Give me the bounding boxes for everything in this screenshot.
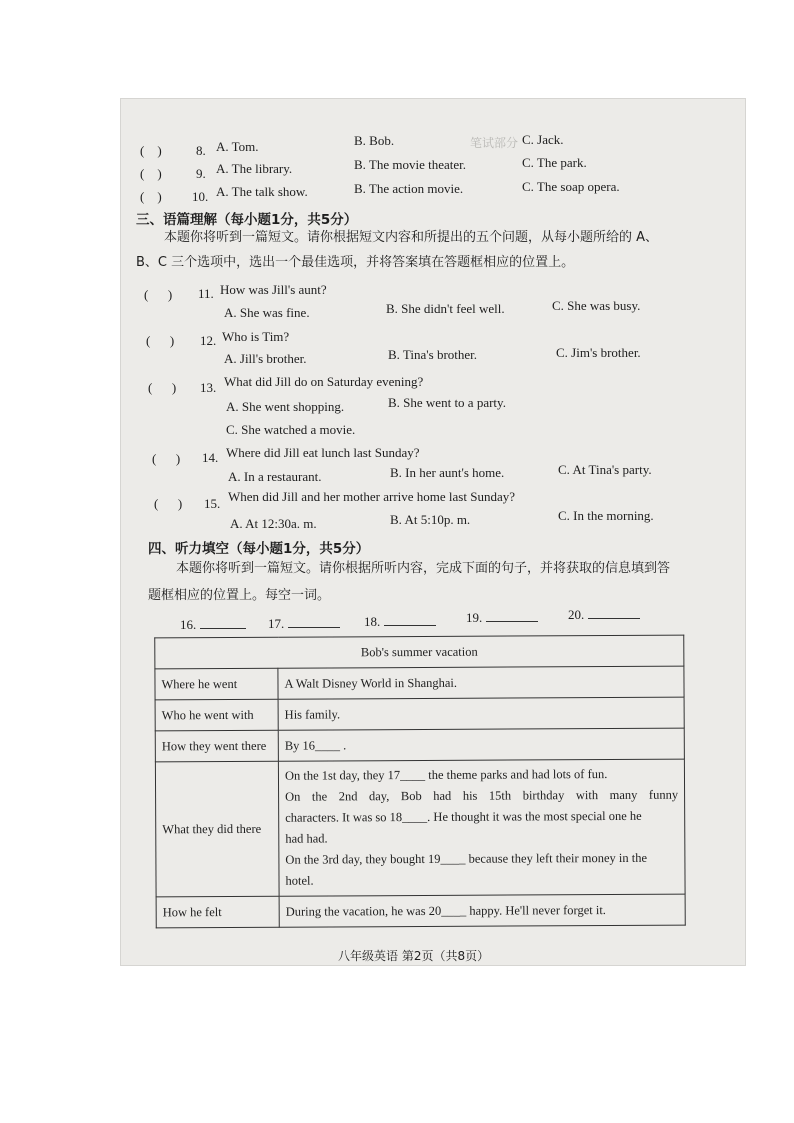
section-heading: 三、语篇理解（每小题1分，共5分） <box>136 212 358 228</box>
vacation-table <box>154 635 686 929</box>
row-line: characters. It was so 18____. He thought it was the most special one he <box>285 808 642 825</box>
section-instruction: B、C 三个选项中，选出一个最佳选项，并将答案填在答题框相应的位置上。 <box>136 255 575 270</box>
option-b: B. Bob. <box>354 133 395 148</box>
answer-paren[interactable]: ( ) <box>144 287 173 302</box>
option-b: B. At 5:10p. m. <box>390 512 471 527</box>
row-value[interactable]: By 16____ . <box>278 728 684 761</box>
option-c: C. The soap opera. <box>522 179 620 194</box>
option-c: C. She was busy. <box>552 298 641 313</box>
answer-paren[interactable]: ( ) <box>154 496 183 511</box>
option-a: A. She went shopping. <box>226 399 345 414</box>
answer-blank[interactable]: 17. <box>268 616 340 632</box>
option-c: C. At Tina's party. <box>558 462 652 477</box>
row-line: On the 3rd day, they bought 19____ because they left their money in the <box>285 850 648 867</box>
question-number: 8. <box>196 143 206 158</box>
row-label: How they went there <box>155 730 278 762</box>
option-b: B. The action movie. <box>354 181 464 196</box>
table-row <box>155 697 684 731</box>
option-b: B. Tina's brother. <box>388 347 478 362</box>
table-row <box>156 894 685 928</box>
option-a: A. The library. <box>216 161 293 176</box>
question-text: Where did Jill eat lunch last Sunday? <box>226 445 420 460</box>
option-c: C. In the morning. <box>558 508 654 523</box>
answer-blank[interactable]: 16. <box>180 617 246 633</box>
row-label: Where he went <box>155 668 278 700</box>
option-c: C. Jack. <box>522 132 564 147</box>
question-text: What did Jill do on Saturday evening? <box>224 374 424 389</box>
question-text: Who is Tim? <box>222 329 290 344</box>
option-a: A. The talk show. <box>216 184 308 199</box>
bleed-through-text: 笔试部分 <box>470 136 519 150</box>
option-c: C. Jim's brother. <box>556 345 641 360</box>
option-b: B. She didn't feel well. <box>386 301 505 316</box>
question-number: 9. <box>196 166 206 181</box>
question-text: When did Jill and her mother arrive home last Sunday? <box>228 489 516 504</box>
option-c: C. She watched a movie. <box>226 422 356 437</box>
question-number: 12. <box>200 333 217 348</box>
answer-blank[interactable]: 19. <box>466 610 538 626</box>
answer-paren[interactable]: ( ) <box>148 380 177 395</box>
row-line: hotel. <box>285 873 314 888</box>
page-footer: 八年级英语 第2页（共8页） <box>338 949 490 963</box>
table-row <box>155 666 684 700</box>
section-instruction: 题框相应的位置上。每空一词。 <box>148 588 331 603</box>
table-row <box>155 728 684 762</box>
question-number: 15. <box>204 496 221 511</box>
row-value[interactable] <box>278 759 685 896</box>
section-instruction: 本题你将听到一篇短文。请你根据短文内容和所提出的五个问题，从每小题所给的 A、 <box>164 230 659 245</box>
answer-blank[interactable]: 20. <box>568 607 640 623</box>
row-value: His family. <box>278 697 684 730</box>
option-a: A. Tom. <box>216 139 259 154</box>
question-number: 14. <box>202 450 219 465</box>
option-c: C. The park. <box>522 155 587 170</box>
answer-paren[interactable]: ( ) <box>140 166 162 181</box>
question-number: 13. <box>200 380 217 395</box>
option-a: A. She was fine. <box>224 305 310 320</box>
option-a: A. In a restaurant. <box>228 469 322 484</box>
row-line: On the 1st day, they 17____ the theme parks and had lots of fun. <box>284 767 608 783</box>
question-number: 11. <box>198 286 214 301</box>
answer-paren[interactable]: ( ) <box>152 451 181 466</box>
answer-paren[interactable]: ( ) <box>146 333 175 348</box>
row-label: How he felt <box>156 896 279 928</box>
row-label: Who he went with <box>155 699 278 731</box>
row-value[interactable]: During the vacation, he was 20____ happy. He'll never forget it. <box>279 894 685 927</box>
option-b: B. The movie theater. <box>354 157 467 172</box>
section-instruction: 本题你将听到一篇短文。请你根据所听内容，完成下面的句子，并将获取的信息填到答 <box>176 561 671 576</box>
table-row <box>155 759 685 897</box>
question-number: 10. <box>192 189 209 204</box>
option-a: A. At 12:30a. m. <box>230 516 317 531</box>
option-a: A. Jill's brother. <box>224 351 307 366</box>
question-text: How was Jill's aunt? <box>220 282 327 297</box>
row-line: had had. <box>285 831 328 846</box>
answer-paren[interactable]: ( ) <box>140 143 162 158</box>
option-b: B. She went to a party. <box>388 395 506 410</box>
answer-paren[interactable]: ( ) <box>140 189 162 204</box>
option-b: B. In her aunt's home. <box>390 465 505 480</box>
row-label: What they did there <box>155 761 279 897</box>
section-heading: 四、听力填空（每小题1分，共5分） <box>148 541 370 557</box>
row-value: A Walt Disney World in Shanghai. <box>278 666 684 699</box>
table-title: Bob's summer vacation <box>155 635 684 669</box>
row-line: On the 2nd day, Bob had his 15th birthday with many funny <box>285 787 679 804</box>
answer-blank[interactable]: 18. <box>364 614 436 630</box>
